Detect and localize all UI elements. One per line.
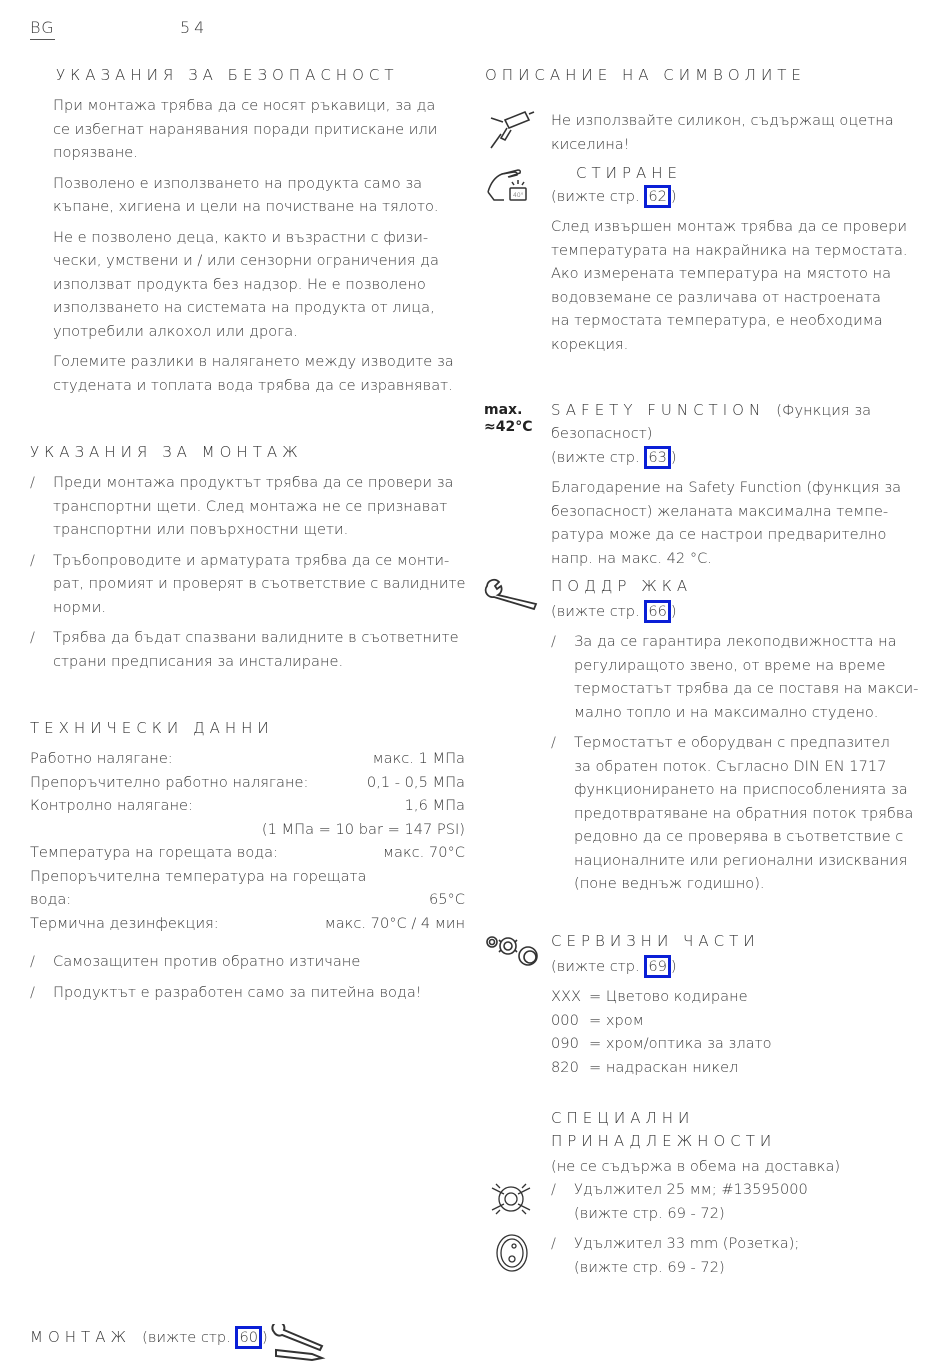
page-ref-link[interactable]: 69 <box>644 955 671 978</box>
language-code: BG <box>30 18 55 40</box>
maintenance-ref: (вижте стр. 66 ) <box>551 600 677 624</box>
table-row: вода: 65°C <box>30 891 465 908</box>
symbols-title: ОПИСАНИЕ НА СИМВОЛИТЕ <box>485 66 806 84</box>
service-parts-ref: (вижте стр. 69 ) <box>551 955 677 979</box>
washing-text: След извършен монтаж трябва да се провери температурата на накрайника на термостата. Ако измерената температура на мястото на водовземане се различава от настроената на термостата температура, е необходима корекция. <box>551 218 908 353</box>
mounting-notes-title: УКАЗАНИЯ ЗА МОНТАЖ <box>30 443 303 461</box>
silicone-gun-icon <box>487 108 535 150</box>
accessories-note: (не се съдържа в обема на доставка) <box>551 1158 841 1175</box>
safety-title: УКАЗАНИЯ ЗА БЕЗОПАСНОСТ <box>56 66 399 84</box>
page-ref-link[interactable]: 66 <box>644 600 671 623</box>
maintenance-list <box>551 630 926 896</box>
max-temperature-icon: max. ≈42°C <box>484 402 533 435</box>
list-item: / Тръбопроводите и арматурата трябва да се монти- рат, промият и проверят в съответствие с валидните норми. <box>30 549 475 620</box>
safety-function-text: Благодарение на Safety Function (функция за безопасност) желаната максимална темпе- ратура може да се настрои предварително напр. на макс. 42 °C. <box>551 479 902 567</box>
accessory-item-2 <box>551 1232 921 1279</box>
list-item: 000 = хром <box>551 1011 644 1029</box>
list-item: / Удължител 33 mm (Розетка); (вижте стр. 69 - 72) <box>551 1232 921 1279</box>
washing-ref: (вижте стр. 62 ) <box>551 185 677 209</box>
list-item: / Продуктът е разработен само за питейна вода! <box>30 981 475 1005</box>
list-item: 820 = надраскан никел <box>551 1058 739 1076</box>
extension-icon <box>490 1180 532 1218</box>
table-row: Препоръчителна температура на горещата <box>30 867 367 885</box>
accessories-title: СПЕЦИАЛНИ <box>551 1109 695 1127</box>
list-item: / Самозащитен против обратно изтичане <box>30 950 475 974</box>
assembly-heading <box>30 1326 268 1350</box>
list-item: / За да се гарантира лекоподвижността на регулиращото звено, от време на време термостатът трябва да се поставя на макси- мално топло и на максимално студено. <box>551 630 926 724</box>
list-item: / Преди монтажа продуктът трябва да се провери за транспортни щети. След монтажа не се признават транспортни или повърхностни щети. <box>30 471 475 542</box>
safety-p2: Позволено е използването на продукта само за къпане, хигиена и цели на почистване на тялото. <box>53 174 439 215</box>
safety-p4: Големите разлики в налягането между изводите за студената и топлата вода трябва да се изравняват. <box>53 353 454 394</box>
list-item: XXX = Цветово кодиране <box>551 988 748 1005</box>
table-row: (1 MПa = 10 bar = 147 PSI) <box>261 820 465 838</box>
safety-p1: При монтажа трябва да се носят ръкавици, за да се избегнат наранявания поради притискане или порязване. <box>53 97 438 161</box>
wrench-icon <box>484 578 540 612</box>
list-item: / Удължител 25 мм; #13595000 (вижте стр. 69 - 72) <box>551 1178 921 1225</box>
page-ref-link[interactable]: 60 <box>235 1326 262 1349</box>
service-parts-icon <box>484 932 540 970</box>
tech-data-title: ТЕХНИЧЕСКИ ДАННИ <box>30 719 274 737</box>
safety-function-heading: SAFETY FUNCTION (Функция за <box>551 401 872 419</box>
mounting-notes-list <box>30 471 475 673</box>
safety-function-title: SAFETY FUNCTION <box>551 401 766 419</box>
safety-p3: Не е позволено деца, както и възрастни с физи- чески, умствени и / или сензорни ограничения да използват продукта без надзор. Не е позволено използването на системата на продукта от лица, употребили алкохол или дрога. <box>53 228 439 340</box>
list-item: / Трябва да бъдат спазвани валидните в съответните страни предписания за инсталиране. <box>30 626 475 673</box>
table-row: Работно налягане: макс. 1 MПa <box>30 750 465 767</box>
washing-hand-icon <box>486 164 534 204</box>
list-item: 090 = хром/оптика за злато <box>551 1035 772 1052</box>
color-codes-list <box>551 985 772 1079</box>
table-row: Контролно налягане: 1,6 MПa <box>30 797 465 814</box>
page-ref-link[interactable]: 62 <box>644 185 671 208</box>
tech-data-table <box>30 747 465 935</box>
page-ref-link[interactable]: 63 <box>644 446 671 469</box>
silicone-note: Не използвайте силикон, съдържащ оцетна киселина! <box>551 112 894 153</box>
accessory-item-1 <box>551 1178 921 1225</box>
maintenance-title: ПОДДР ЖКА <box>551 577 693 595</box>
table-row: Препоръчително работно налягане: 0,1 - 0,5 MПa <box>30 773 465 791</box>
list-item: / Термостатът е оборудван с предпазител за обратен поток. Съгласно DIN EN 1717 функционирането на приспособленията за предотвратяване на обратния поток трябва редовно да се проверява в съответствие с националните или регионални изисквания (поне веднъж годишно). <box>551 731 926 896</box>
tech-notes-list <box>30 950 475 1004</box>
table-row: Температура на горещата вода: макс. 70°C <box>30 844 465 861</box>
safety-section <box>53 94 473 397</box>
safety-function-title-line2: безопасност) <box>551 425 653 442</box>
assembly-ref: (вижте стр. 60 ) <box>142 1329 268 1346</box>
washing-title: СТИРАНЕ <box>576 164 683 182</box>
page-number: 54 <box>180 18 209 37</box>
rosette-icon <box>493 1232 531 1274</box>
svg-text:40°: 40° <box>513 192 524 199</box>
assembly-title: МОНТАЖ <box>30 1328 132 1346</box>
accessories-title-line2: ПРИНАДЛЕЖНОСТИ <box>551 1132 777 1150</box>
service-parts-title: СЕРВИЗНИ ЧАСТИ <box>551 932 760 950</box>
table-row: Термична дезинфекция: макс. 70°C / 4 мин <box>30 914 465 932</box>
tools-icon <box>270 1324 326 1362</box>
safety-function-ref: (вижте стр. 63 ) <box>551 446 677 470</box>
